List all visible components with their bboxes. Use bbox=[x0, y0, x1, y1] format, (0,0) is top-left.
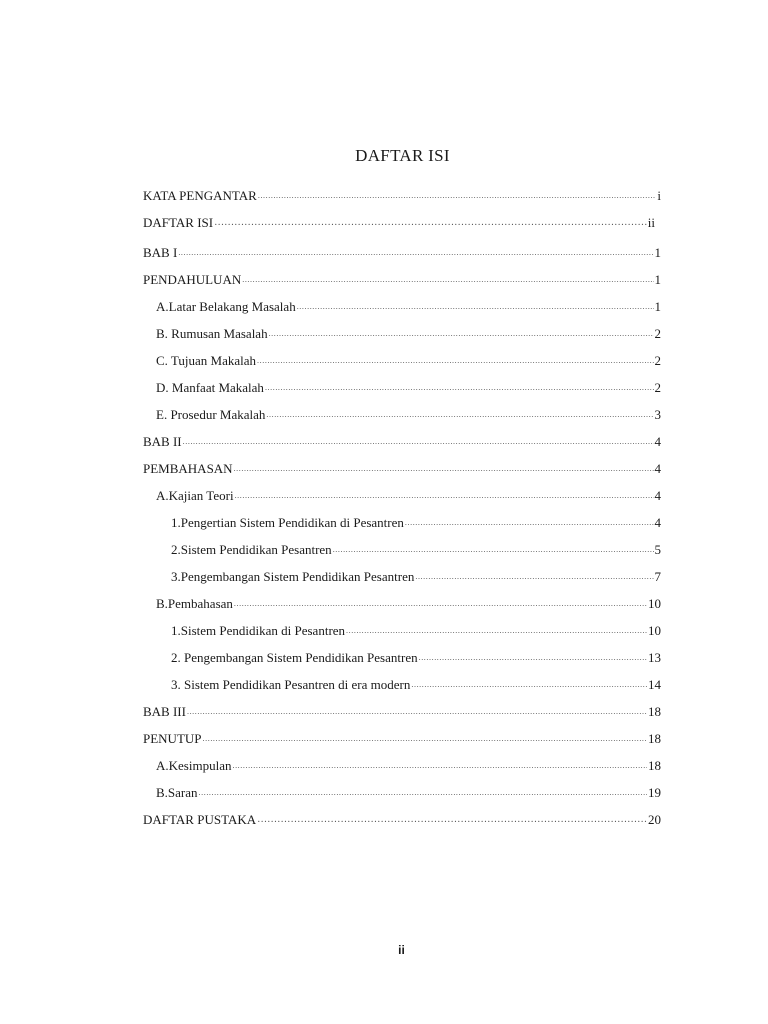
toc-entry-label: PENUTUP bbox=[143, 731, 202, 746]
toc-entry-label: 2. Pengembangan Sistem Pendidikan Pesantren bbox=[171, 650, 418, 665]
toc-entry-page: 5 bbox=[654, 542, 661, 557]
toc-entry-page: 1 bbox=[654, 245, 661, 260]
toc-entry-label: PENDAHULUAN bbox=[143, 272, 242, 287]
toc-entry[interactable] bbox=[171, 511, 661, 531]
toc-entry[interactable] bbox=[143, 184, 661, 204]
toc-entry-label: BAB I bbox=[143, 245, 178, 260]
toc-entry-page: i bbox=[657, 188, 661, 203]
toc-entry-label: 3. Sistem Pendidikan Pesantren di era modern bbox=[171, 677, 411, 692]
toc-entry[interactable] bbox=[143, 700, 661, 720]
toc-entry-label: C. Tujuan Makalah bbox=[156, 353, 257, 368]
toc-entry-page: 3 bbox=[654, 407, 661, 422]
toc-entry-page: 18 bbox=[648, 758, 661, 773]
toc-entry-label: A.Latar Belakang Masalah bbox=[156, 299, 296, 314]
toc-entry-label: BAB III bbox=[143, 704, 186, 719]
toc-entry[interactable] bbox=[156, 781, 661, 801]
toc-dot-leader bbox=[297, 299, 654, 315]
toc-entry[interactable] bbox=[171, 646, 661, 666]
toc-dot-leader bbox=[214, 215, 647, 231]
toc-entry-page: ii bbox=[647, 215, 655, 230]
toc-dot-leader bbox=[258, 188, 657, 204]
toc-dot-leader bbox=[203, 731, 647, 747]
toc-dot-leader bbox=[269, 326, 654, 342]
toc-entry-label: 1.Sistem Pendidikan di Pesantren bbox=[171, 623, 346, 638]
toc-entry[interactable] bbox=[156, 484, 661, 504]
toc-entry-page: 10 bbox=[648, 596, 661, 611]
toc-entry-label: KATA PENGANTAR bbox=[143, 188, 257, 203]
toc-dot-leader bbox=[415, 569, 653, 585]
toc-entry-label: DAFTAR ISI bbox=[143, 215, 214, 230]
toc-entry-page: 4 bbox=[654, 515, 661, 530]
toc-dot-leader bbox=[265, 380, 654, 396]
toc-entry-page: 19 bbox=[648, 785, 661, 800]
toc-entry-label: 2.Sistem Pendidikan Pesantren bbox=[171, 542, 332, 557]
toc-dot-leader bbox=[235, 488, 654, 504]
toc-entry-page: 13 bbox=[648, 650, 661, 665]
toc-entry-page: 2 bbox=[654, 326, 661, 341]
toc-dot-leader bbox=[187, 704, 647, 720]
toc-entry-page: 1 bbox=[654, 272, 661, 287]
toc-entry[interactable] bbox=[171, 673, 661, 693]
toc-entry[interactable] bbox=[171, 538, 661, 558]
toc-entry[interactable] bbox=[143, 727, 661, 747]
toc-dot-leader bbox=[419, 650, 647, 666]
toc-entry-label: BAB II bbox=[143, 434, 182, 449]
toc-entry-page: 4 bbox=[654, 488, 661, 503]
toc-entry-page: 18 bbox=[648, 731, 661, 746]
toc-dot-leader bbox=[257, 353, 653, 369]
toc-entry-label: E. Prosedur Makalah bbox=[156, 407, 266, 422]
toc-entry[interactable] bbox=[171, 565, 661, 585]
toc-entry-label: B.Pembahasan bbox=[156, 596, 233, 611]
toc-entry-label: B. Rumusan Masalah bbox=[156, 326, 268, 341]
toc-entry-page: 2 bbox=[654, 380, 661, 395]
toc-entry[interactable] bbox=[143, 457, 661, 477]
page-number: ii bbox=[398, 943, 405, 957]
toc-dot-leader bbox=[178, 245, 653, 261]
toc-entry-label: B.Saran bbox=[156, 785, 198, 800]
toc-dot-leader bbox=[411, 677, 647, 693]
toc-dot-leader bbox=[257, 812, 647, 828]
page-title: DAFTAR ISI bbox=[355, 146, 450, 165]
toc-dot-leader bbox=[405, 515, 654, 531]
toc-entry[interactable] bbox=[156, 295, 661, 315]
toc-dot-leader bbox=[199, 785, 647, 801]
toc-entry-label: A.Kesimpulan bbox=[156, 758, 232, 773]
toc-dot-leader bbox=[234, 461, 654, 477]
toc-entry[interactable] bbox=[143, 268, 661, 288]
toc-entry[interactable] bbox=[156, 349, 661, 369]
toc-entry-page: 4 bbox=[654, 461, 661, 476]
toc-dot-leader bbox=[234, 596, 647, 612]
toc-dot-leader bbox=[242, 272, 653, 288]
toc-entry-page: 2 bbox=[654, 353, 661, 368]
toc-entry-page: 20 bbox=[648, 812, 661, 827]
toc-entry-page: 4 bbox=[654, 434, 661, 449]
toc-entry-label: D. Manfaat Makalah bbox=[156, 380, 264, 395]
toc-dot-leader bbox=[232, 758, 647, 774]
toc-entry-page: 14 bbox=[648, 677, 661, 692]
toc-entry-page: 10 bbox=[648, 623, 661, 638]
toc-entry[interactable] bbox=[143, 241, 661, 261]
toc-entry[interactable] bbox=[143, 808, 661, 828]
toc-dot-leader bbox=[333, 542, 654, 558]
toc-entry-label: A.Kajian Teori bbox=[156, 488, 234, 503]
toc-entry-page: 18 bbox=[648, 704, 661, 719]
toc-entry[interactable] bbox=[156, 376, 661, 396]
toc-entry[interactable] bbox=[171, 619, 661, 639]
toc-entry[interactable] bbox=[156, 403, 661, 423]
toc-entry-page: 7 bbox=[654, 569, 661, 584]
toc-entry[interactable] bbox=[156, 754, 661, 774]
toc-dot-leader bbox=[266, 407, 653, 423]
toc-entry[interactable] bbox=[156, 322, 661, 342]
toc-entry[interactable] bbox=[143, 211, 655, 231]
toc-entry[interactable] bbox=[156, 592, 661, 612]
toc-entry-page: 1 bbox=[654, 299, 661, 314]
toc-dot-leader bbox=[346, 623, 647, 639]
toc-entry-label: DAFTAR PUSTAKA bbox=[143, 812, 257, 827]
toc-entry-label: PEMBAHASAN bbox=[143, 461, 233, 476]
toc-entry[interactable] bbox=[143, 430, 661, 450]
toc-entry-label: 3.Pengembangan Sistem Pendidikan Pesantren bbox=[171, 569, 415, 584]
toc-entry-label: 1.Pengertian Sistem Pendidikan di Pesantren bbox=[171, 515, 404, 530]
toc-dot-leader bbox=[183, 434, 654, 450]
